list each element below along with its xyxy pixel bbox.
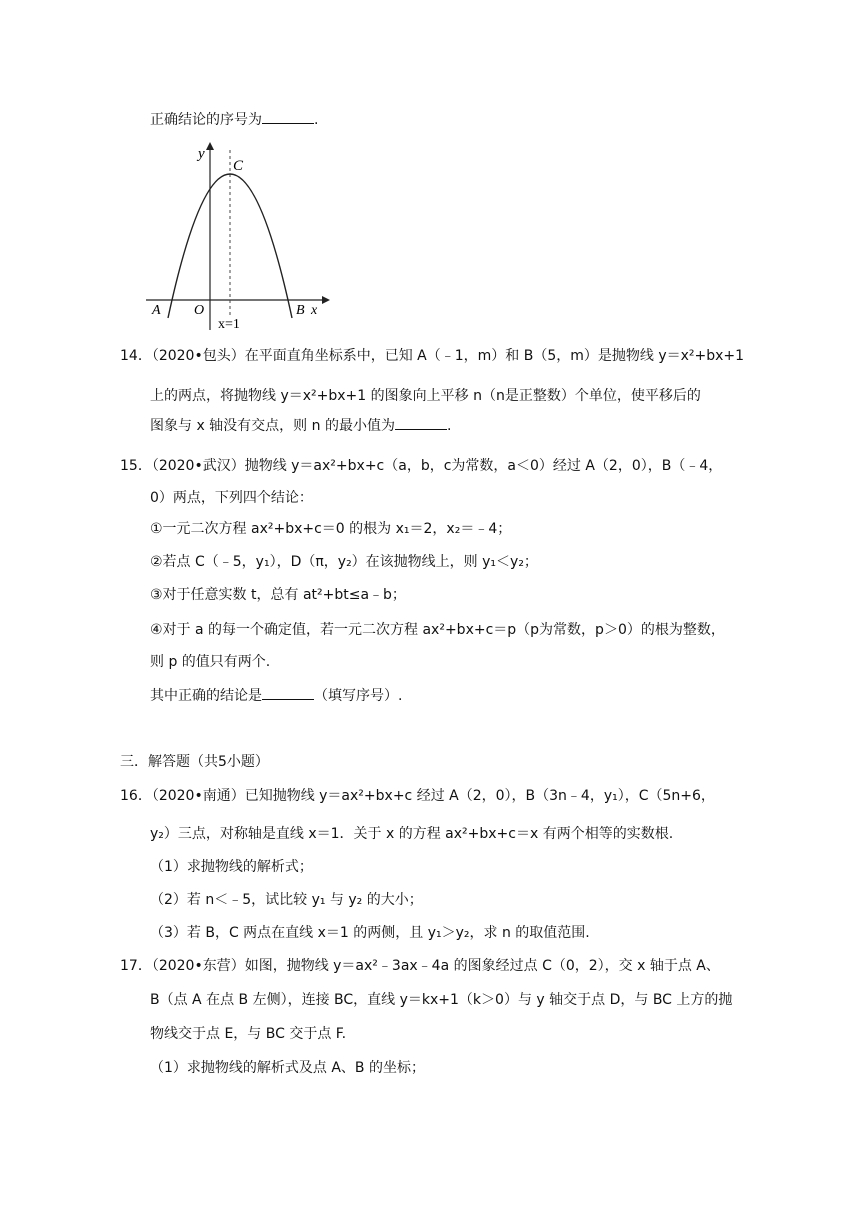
origin-label: O [194,303,205,318]
q15-answer-hint: （填写序号）. [314,688,403,704]
parabola-figure [140,140,330,332]
q15-answer-blank [262,686,314,700]
q17-line1: 17．（2020•东营）如图，抛物线 y＝ax²﹣3ax﹣4a 的图象经过点 C（0，2），交 x 轴于点 A、 [120,958,720,974]
q16-line1: 16．（2020•南通）已知抛物线 y＝ax²+bx+c 经过 A（2，0），B（3n﹣4，y₁），C（5n+6， [120,788,715,804]
q14-period: . [446,418,452,434]
q17-line2: B（点 A 在点 B 左侧），连接 BC，直线 y＝kx+1（k＞0）与 y 轴交于点 D，与 BC 上方的抛 [150,992,733,1008]
q17-line3: 物线交于点 E，与 BC 交于点 F. [150,1026,347,1042]
q14-answer-blank [395,416,447,430]
q16-part1: （1）求抛物线的解析式； [150,859,313,875]
q17-part1: （1）求抛物线的解析式及点 A、B 的坐标； [150,1060,425,1076]
q15-option4: ④对于 a 的每一个确定值，若一元二次方程 ax²+bx+c＝p（p为常数，p＞0）的根为整数， [150,622,725,638]
y-axis-arrow [206,142,214,150]
prompt-text: 正确结论的序号为 [150,112,262,128]
q15-option3: ③对于任意实数 t，总有 at²+bt≤a﹣b； [150,587,406,603]
q14-line1: 14．（2020•包头）在平面直角坐标系中，已知 A（﹣1，m）和 B（5，m）是抛物线 y＝x²+bx+1 [120,348,745,364]
answer-prompt-line [150,110,318,130]
q16-part3: （3）若 B，C 两点在直线 x＝1 的两侧，且 y₁＞y₂，求 n 的取值范围. [150,925,590,941]
x-equals-1-label: x=1 [218,317,240,332]
point-a-label: A [152,303,161,318]
q16-part2: （2）若 n＜﹣5，试比较 y₁ 与 y₂ 的大小； [150,892,423,908]
point-c-label: C [233,158,244,174]
answer-blank [262,110,314,124]
q15-answer-text: 其中正确的结论是 [150,688,262,704]
section-heading: 三．解答题（共5小题） [120,754,269,770]
point-b-label: B [296,303,305,318]
q14-line3-text: 图象与 x 轴没有交点，则 n 的最小值为 [150,418,395,434]
y-label: y [198,146,205,162]
q15-line2: 0）两点，下列四个结论： [150,490,313,506]
period: . [314,112,319,128]
q15-option4-cont: 则 p 的值只有两个. [150,654,271,670]
x-axis-arrow [322,296,330,304]
q16-line2: y₂）三点，对称轴是直线 x＝1．关于 x 的方程 ax²+bx+c＝x 有两个相等的实数根. [150,826,674,842]
q14-line2: 上的两点，将抛物线 y＝x²+bx+1 的图象向上平移 n（n是正整数）个单位，使平移后的 [150,388,701,404]
x-label: x [311,303,318,318]
q15-answer-line [150,686,402,706]
q15-option2: ②若点 C（﹣5，y₁），D（π，y₂）在该抛物线上，则 y₁＜y₂； [150,554,538,570]
q15-line1: 15．（2020•武汉）抛物线 y＝ax²+bx+c（a，b，c为常数，a＜0）经过 A（2，0），B（﹣4， [120,458,723,474]
q15-option1: ①一元二次方程 ax²+bx+c＝0 的根为 x₁＝2，x₂＝﹣4； [150,521,512,537]
q14-line3 [150,416,451,436]
